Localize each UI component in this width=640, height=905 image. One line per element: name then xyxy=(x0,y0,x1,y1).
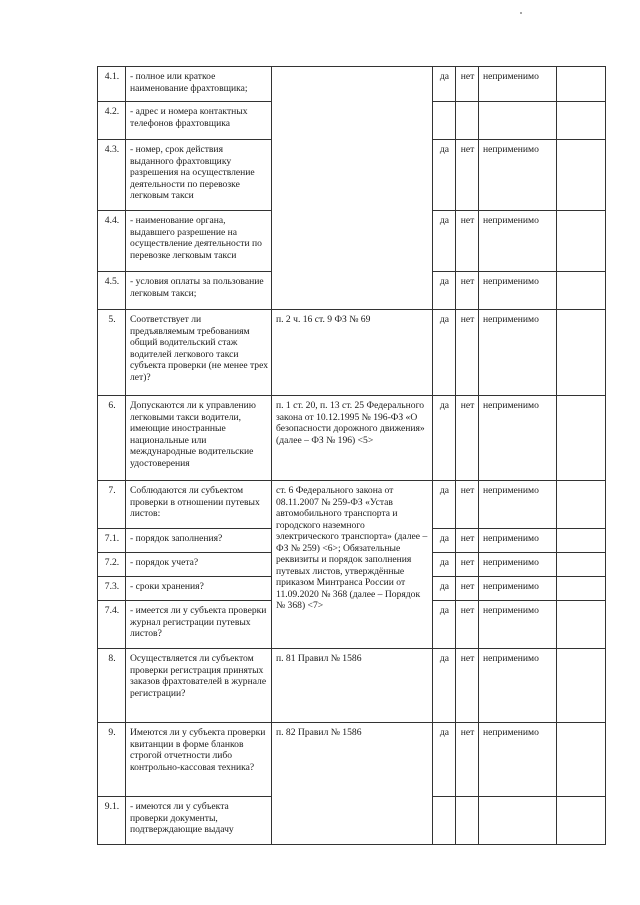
row-question: - наименование органа, выдавшего разрешение на осуществление деятельности по перевозке легковым такси xyxy=(126,211,272,272)
row-question: - сроки хранения? xyxy=(126,577,272,601)
answer-note xyxy=(557,601,606,649)
row-number: 4.1. xyxy=(98,67,126,102)
row-number: 7. xyxy=(98,481,126,529)
row-number: 7.3. xyxy=(98,577,126,601)
row-question: - имеется ли у субъекта проверки журнал регистрации путевых листов? xyxy=(126,601,272,649)
answer-yes: да xyxy=(433,272,456,310)
answer-yes: да xyxy=(433,396,456,481)
answer-na: неприменимо xyxy=(479,67,557,102)
answer-na xyxy=(479,797,557,845)
answer-na: неприменимо xyxy=(479,140,557,211)
row-question: - имеются ли у субъекта проверки документы, подтверждающие выдачу xyxy=(126,797,272,845)
answer-na: неприменимо xyxy=(479,272,557,310)
table-row xyxy=(98,396,606,481)
answer-note xyxy=(557,553,606,577)
table-row xyxy=(98,723,606,797)
answer-na: неприменимо xyxy=(479,310,557,396)
answer-na: неприменимо xyxy=(479,481,557,529)
row-legal-reference: п. 2 ч. 16 ст. 9 ФЗ № 69 xyxy=(272,310,433,396)
answer-note xyxy=(557,577,606,601)
row-question: - условия оплаты за пользование легковым такси; xyxy=(126,272,272,310)
row-question: Соблюдаются ли субъектом проверки в отношении путевых листов: xyxy=(126,481,272,529)
answer-no: нет xyxy=(456,601,479,649)
row-legal-reference: п. 82 Правил № 1586 xyxy=(272,723,433,845)
answer-note xyxy=(557,797,606,845)
row-question: - номер, срок действия выданного фрахтовщику разрешения на осуществление деятельности по перевозке легковым такси xyxy=(126,140,272,211)
row-legal-reference xyxy=(272,67,433,310)
answer-no: нет xyxy=(456,140,479,211)
answer-no: нет xyxy=(456,553,479,577)
row-question: Допускаются ли к управлению легковыми такси водители, имеющие иностранные национальные или международные водительские удостоверения xyxy=(126,396,272,481)
answer-no: нет xyxy=(456,396,479,481)
answer-yes: да xyxy=(433,577,456,601)
row-number: 5. xyxy=(98,310,126,396)
row-question: - адрес и номера контактных телефонов фрахтовщика xyxy=(126,102,272,140)
row-question: - полное или краткое наименование фрахтовщика; xyxy=(126,67,272,102)
row-number: 9.1. xyxy=(98,797,126,845)
answer-no: нет xyxy=(456,577,479,601)
scan-speck xyxy=(520,12,522,14)
answer-note xyxy=(557,102,606,140)
answer-yes: да xyxy=(433,601,456,649)
answer-yes: да xyxy=(433,67,456,102)
answer-note xyxy=(557,67,606,102)
row-legal-reference: п. 1 ст. 20, п. 13 ст. 25 Федерального закона от 10.12.1995 № 196-ФЗ «О безопасности дорожного движения» (далее – ФЗ № 196) <5> xyxy=(272,396,433,481)
row-question: Соответствует ли предъявляемым требованиям общий водительский стаж водителей легкового такси субъекта проверки (не менее трех лет)? xyxy=(126,310,272,396)
row-number: 8. xyxy=(98,649,126,723)
row-number: 6. xyxy=(98,396,126,481)
answer-note xyxy=(557,649,606,723)
row-legal-reference: ст. 6 Федерального закона от 08.11.2007 № 259-ФЗ «Устав автомобильного транспорта и городского наземного электрического транспорта» (далее – ФЗ № 259) <6>; Обязательные реквизиты и порядок заполнения путевых листов, утверждённые приказом Минтранса России от 11.09.2020 № 368 (далее – Порядок № 368) <7> xyxy=(272,481,433,649)
answer-na: неприменимо xyxy=(479,211,557,272)
row-question: Имеются ли у субъекта проверки квитанции в форме бланков строгой отчетности либо контрольно-кассовая техника? xyxy=(126,723,272,797)
answer-yes: да xyxy=(433,649,456,723)
answer-no: нет xyxy=(456,481,479,529)
answer-yes: да xyxy=(433,553,456,577)
answer-no: нет xyxy=(456,272,479,310)
answer-note xyxy=(557,272,606,310)
answer-no xyxy=(456,797,479,845)
row-legal-reference: п. 81 Правил № 1586 xyxy=(272,649,433,723)
answer-note xyxy=(557,723,606,797)
answer-na: неприменимо xyxy=(479,577,557,601)
row-number: 4.4. xyxy=(98,211,126,272)
answer-note xyxy=(557,211,606,272)
answer-na: неприменимо xyxy=(479,553,557,577)
answer-yes: да xyxy=(433,310,456,396)
row-question: - порядок заполнения? xyxy=(126,529,272,553)
table-row xyxy=(98,67,606,102)
answer-no: нет xyxy=(456,211,479,272)
answer-no: нет xyxy=(456,310,479,396)
answer-na: неприменимо xyxy=(479,529,557,553)
table-row xyxy=(98,310,606,396)
answer-na: неприменимо xyxy=(479,601,557,649)
answer-na: неприменимо xyxy=(479,649,557,723)
answer-note xyxy=(557,310,606,396)
row-number: 7.1. xyxy=(98,529,126,553)
table-row xyxy=(98,649,606,723)
row-number: 7.2. xyxy=(98,553,126,577)
answer-no: нет xyxy=(456,723,479,797)
row-number: 4.2. xyxy=(98,102,126,140)
answer-note xyxy=(557,481,606,529)
answer-yes: да xyxy=(433,723,456,797)
answer-na xyxy=(479,102,557,140)
answer-yes: да xyxy=(433,211,456,272)
row-number: 4.3. xyxy=(98,140,126,211)
answer-na: неприменимо xyxy=(479,396,557,481)
answer-no: нет xyxy=(456,649,479,723)
table-row xyxy=(98,481,606,529)
answer-yes: да xyxy=(433,481,456,529)
checklist-table xyxy=(97,66,606,845)
answer-no xyxy=(456,102,479,140)
answer-na: неприменимо xyxy=(479,723,557,797)
answer-yes xyxy=(433,797,456,845)
answer-note xyxy=(557,396,606,481)
row-question: Осуществляется ли субъектом проверки регистрация принятых заказов фрахтователей в журнале регистрации? xyxy=(126,649,272,723)
row-number: 4.5. xyxy=(98,272,126,310)
answer-yes xyxy=(433,102,456,140)
row-number: 9. xyxy=(98,723,126,797)
checklist-sheet xyxy=(97,66,606,845)
answer-yes: да xyxy=(433,140,456,211)
row-question: - порядок учета? xyxy=(126,553,272,577)
answer-note xyxy=(557,140,606,211)
answer-no: нет xyxy=(456,67,479,102)
answer-note xyxy=(557,529,606,553)
row-number: 7.4. xyxy=(98,601,126,649)
answer-no: нет xyxy=(456,529,479,553)
answer-yes: да xyxy=(433,529,456,553)
